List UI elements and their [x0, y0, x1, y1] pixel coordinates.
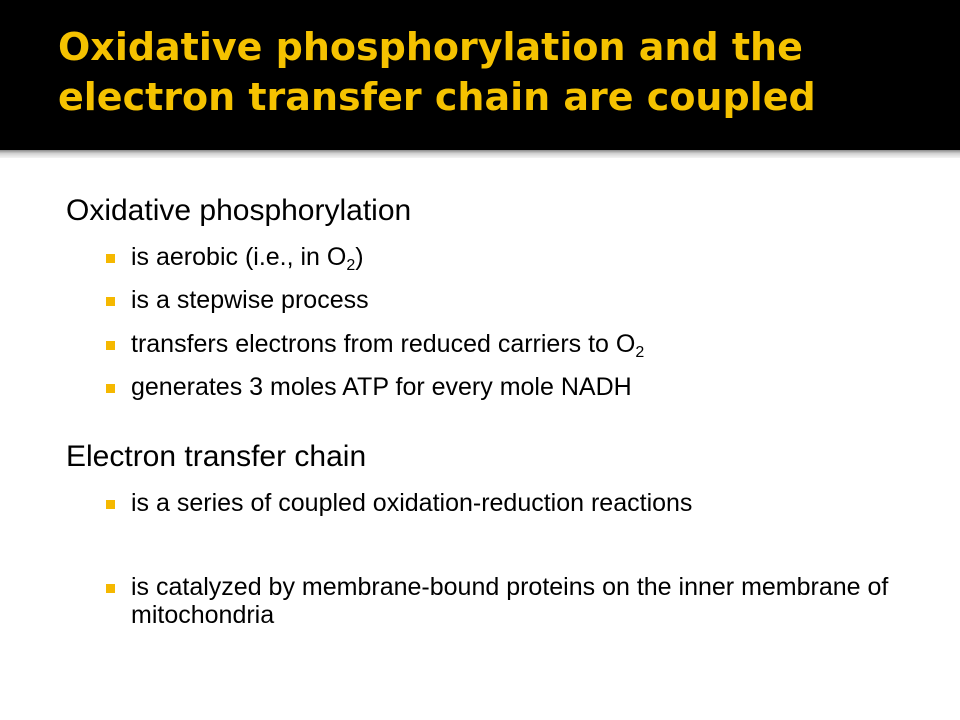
bullet-marker-icon: [106, 584, 115, 593]
bullet-marker-icon: [106, 297, 115, 306]
bullet-marker-icon: [106, 254, 115, 263]
bullet-text: is a series of coupled oxidation-reduction reactions: [131, 489, 693, 517]
bullet-item: [106, 373, 871, 401]
bullet-marker-icon: [106, 500, 115, 509]
bullet-item: [106, 489, 781, 517]
bullet-item: [106, 243, 871, 274]
bullet-item: [106, 330, 871, 361]
bullet-text: is aerobic (i.e., in $O_2$): [131, 243, 364, 274]
bullet-item: [106, 573, 891, 629]
section-heading-electron-transfer-chain: Electron transfer chain: [66, 440, 367, 473]
slide-title: Oxidative phosphorylation and the electron transfer chain are coupled: [58, 25, 816, 119]
bullet-text: is catalyzed by membrane-bound proteins on the inner membrane of mitochondria: [131, 573, 889, 629]
bullet-marker-icon: [106, 384, 115, 393]
section-heading-oxidative-phosphorylation: Oxidative phosphorylation: [66, 194, 412, 227]
bullet-text: is a stepwise process: [131, 286, 369, 314]
bullet-text: transfers electrons from reduced carriers to $O_2$: [131, 330, 645, 361]
bullet-item: [106, 286, 871, 314]
bullet-text: generates 3 moles ATP for every mole NADH: [131, 373, 632, 401]
bullet-marker-icon: [106, 341, 115, 350]
